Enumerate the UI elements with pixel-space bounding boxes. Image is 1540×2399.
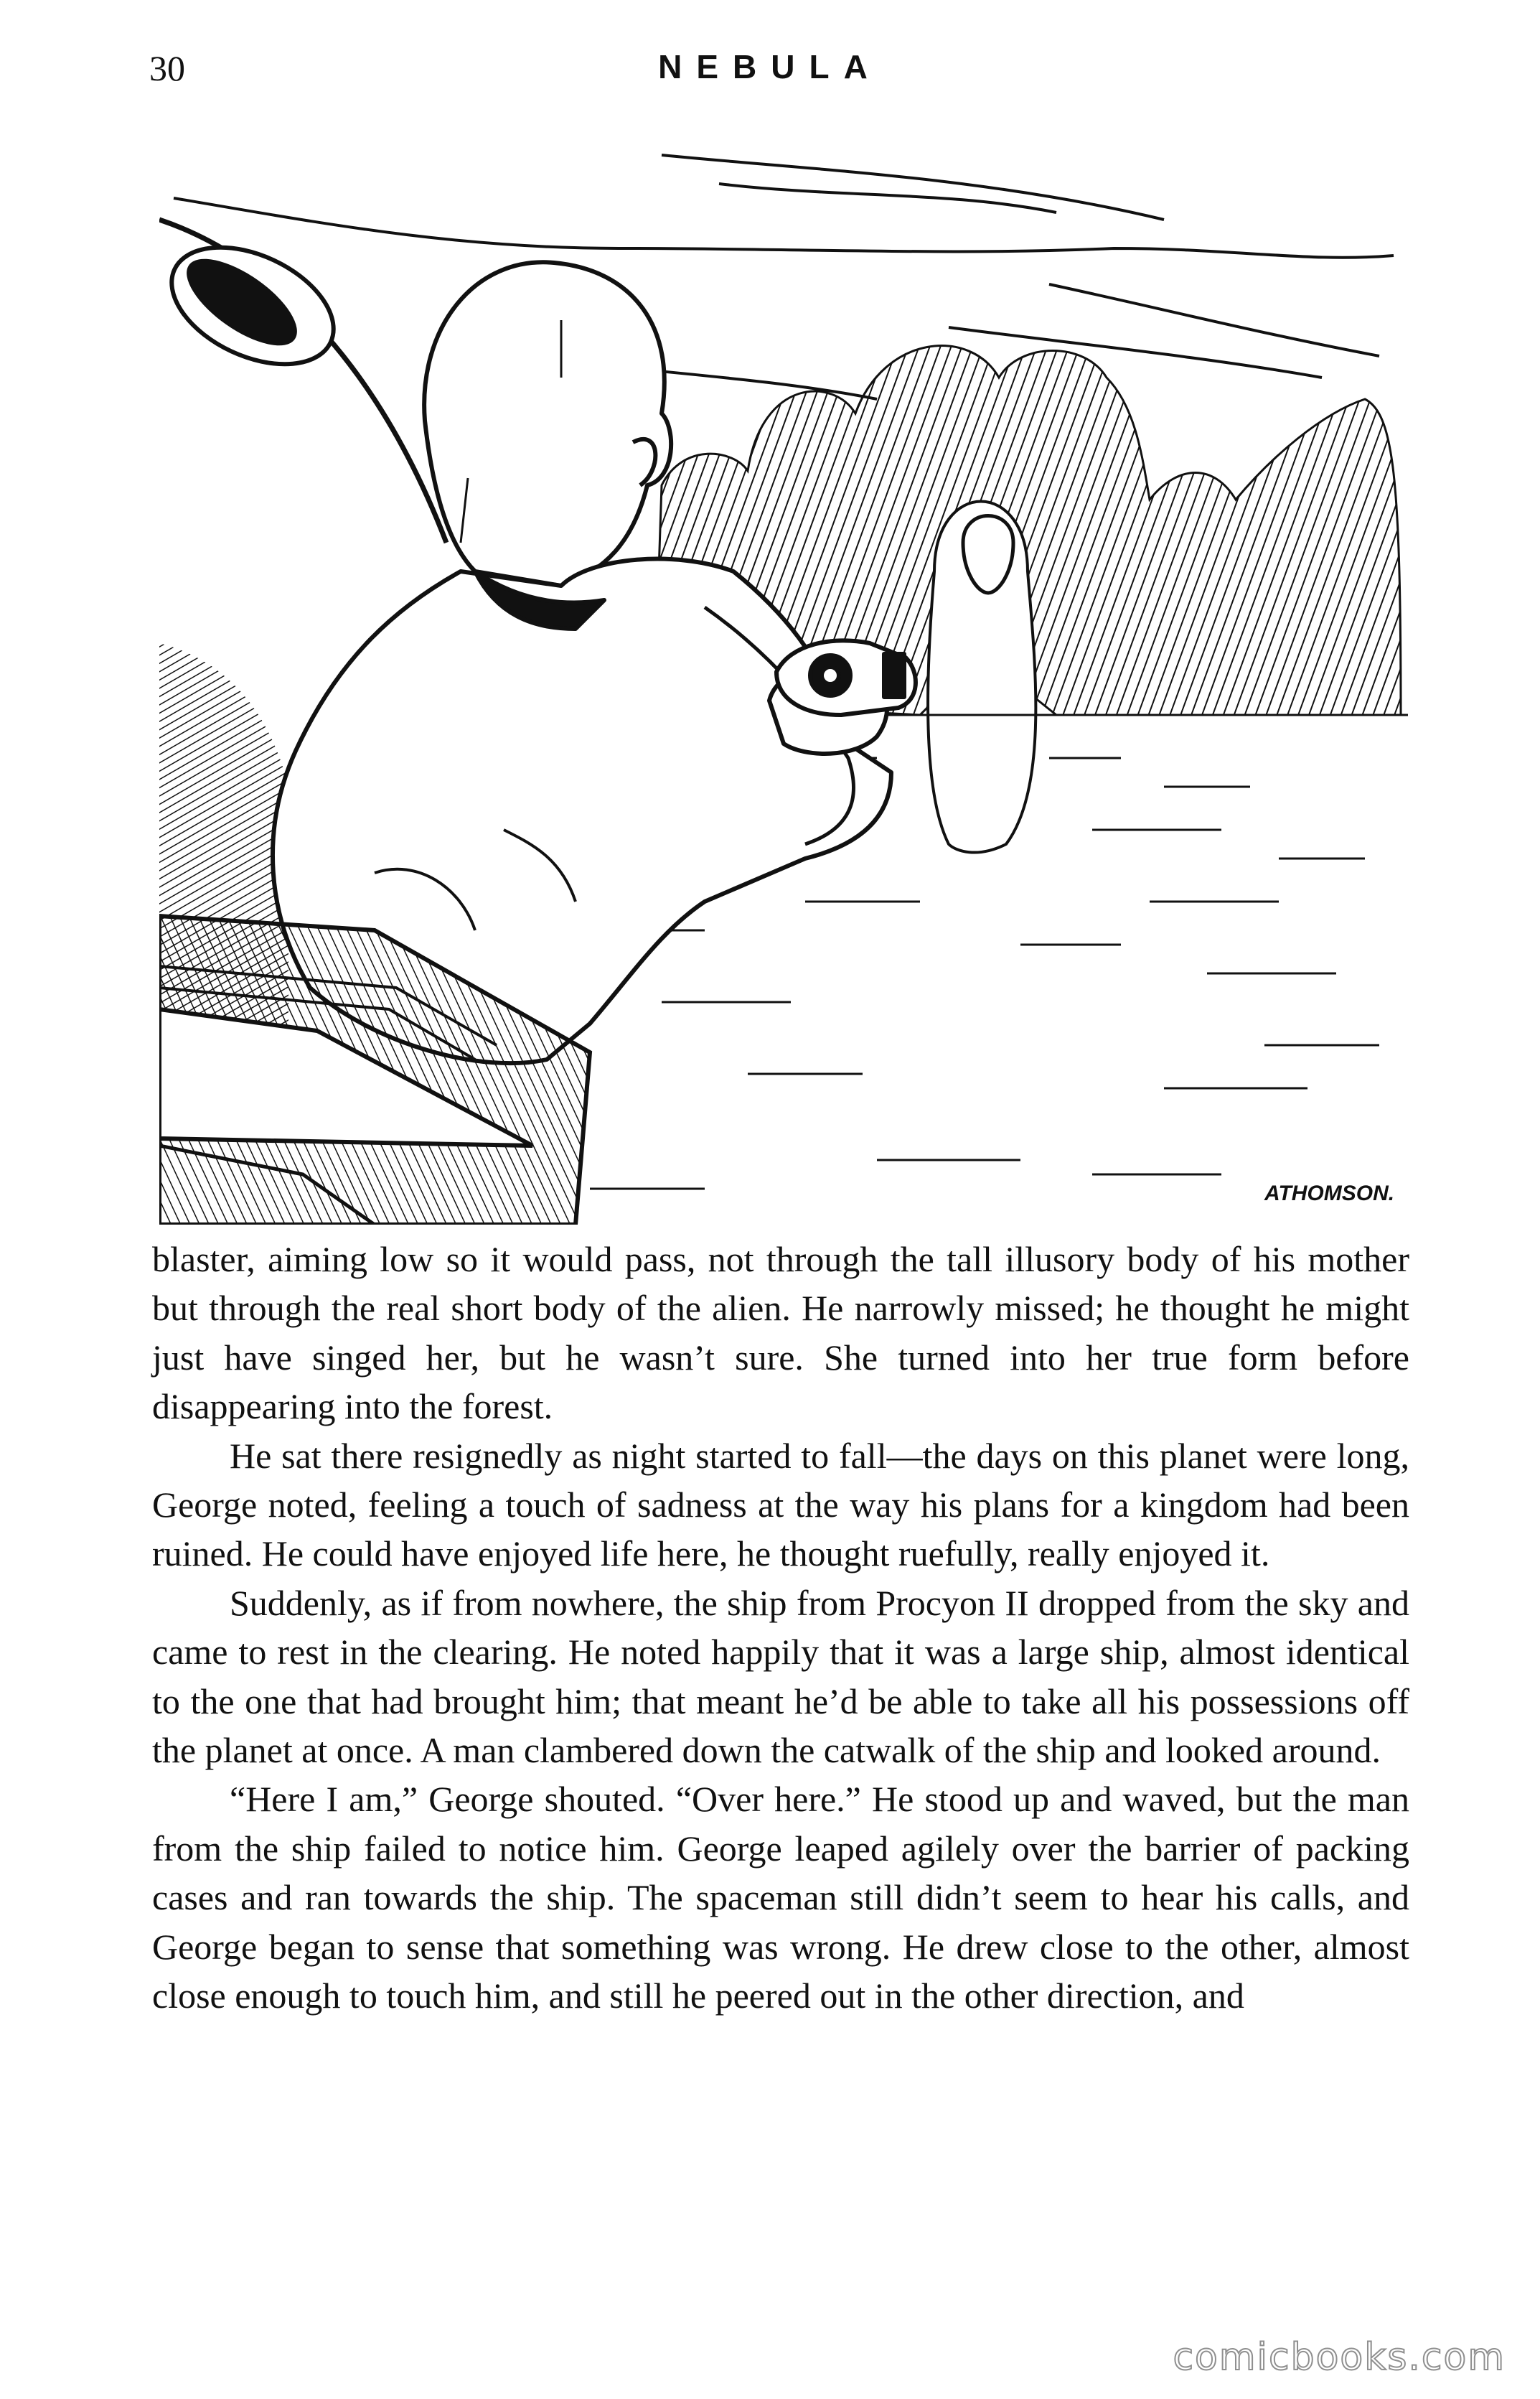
sky-clouds bbox=[174, 155, 1394, 399]
paragraph: blaster, aiming low so it would pass, not through the tall illusory body of his mother but through the real short body of the alien. He narrowly missed; he thought he might just have singed her, but he wasn’t sure. She turned into her true form before disappearing into the forest. bbox=[152, 1239, 1409, 1427]
paragraph: “Here I am,” George shouted. “Over here.” He stood up and waved, but the man from the ship failed to notice him. George leaped agilely over the barrier of packing cases and ran towards the ship. The spaceman still didn’t seem to hear his calls, and George began to sense that something was wrong. He drew close to the other, almost close enough to touch him, and still he peered out in the other direction, and bbox=[152, 1779, 1409, 2016]
page-number: 30 bbox=[149, 48, 185, 88]
magazine-title: NEBULA bbox=[658, 48, 882, 85]
watermark: comicbooks.com bbox=[1173, 2336, 1506, 2379]
alien-figure bbox=[928, 502, 1036, 853]
artist-signature: ATHOMSON. bbox=[1264, 1182, 1395, 1205]
story-illustration bbox=[159, 141, 1408, 1225]
flying-saucer bbox=[159, 220, 446, 543]
paragraph: Suddenly, as if from nowhere, the ship from Procyon II dropped from the sky and came to rest in the clearing. He noted happily that it was a large ship, almost identical to the one that had brought him; that meant he’d be able to take all his possessions off the planet at once. A man clambered down the catwalk of the ship and looked around. bbox=[152, 1582, 1409, 1771]
story-text bbox=[152, 1235, 1409, 2021]
paragraph: He sat there resignedly as night started to fall—the days on this planet were long, George noted, feeling a touch of sadness at the way his plans for a kingdom had been ruined. He could have enjoyed life here, he thought ruefully, really enjoyed it. bbox=[152, 1435, 1409, 1574]
